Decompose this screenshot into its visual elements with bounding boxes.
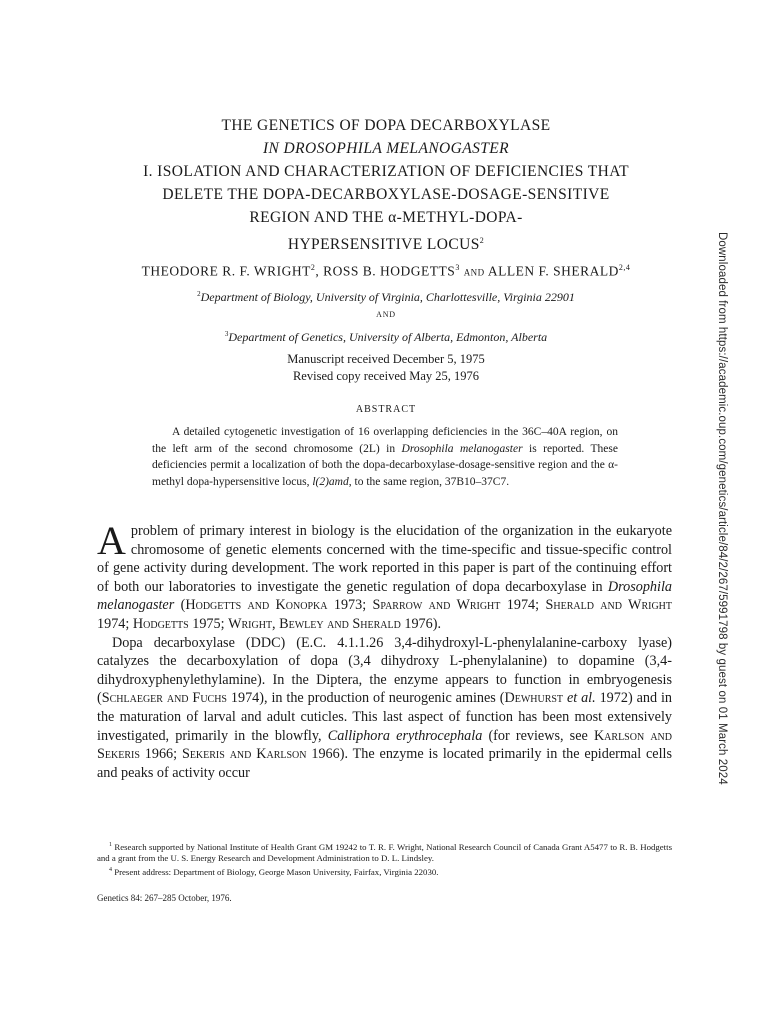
author-mark: 3: [455, 263, 460, 272]
footnote-4: [97, 865, 672, 878]
manuscript-revised: Revised copy received May 25, 1976: [292, 369, 480, 383]
abstract-heading: ABSTRACT: [355, 404, 417, 415]
author-list: THEODORE R. F. WRIGHT$^2$, ROSS B. HODGETTS$^3$ AND ALLEN F. SHERALD$^{2,4}$: [141, 263, 631, 279]
footnote-1: [97, 840, 672, 865]
citation: Wright, Bewley and Sherald: [228, 615, 401, 632]
title-footnote-mark: 2: [479, 236, 485, 245]
body-text-run: 1976).: [400, 615, 441, 632]
title-line-5: REGION AND THE α-METHYL-DOPA-: [249, 209, 523, 226]
affiliation-mark: 3: [224, 330, 229, 338]
journal-citation: Genetics 84: 267–285 October, 1976.: [97, 893, 232, 903]
citation: Hodgetts: [132, 615, 189, 632]
author-and: AND: [463, 267, 485, 278]
body-text: [97, 518, 673, 782]
affiliation-text: Department of Biology, University of Virginia, Charlottesville, Virginia 22901: [200, 290, 575, 304]
citation: Sparrow and Wright: [372, 597, 501, 614]
author-name: ROSS B. HODGETTS: [323, 263, 456, 279]
body-paragraph-2: [97, 634, 672, 783]
body-text-run: 1966). The enzyme is located primarily in the epidermal cells and peaks of activity occur: [97, 746, 672, 781]
footnote-mark: 4: [109, 866, 112, 873]
abstract-text: , to the same region, 37B10–37C7.: [348, 475, 510, 488]
article-title: [96, 114, 676, 256]
body-paragraph-1: [97, 518, 673, 634]
author-name: ALLEN F. SHERALD: [487, 263, 619, 279]
body-text-run: 1974), in the production of neurogenic amines (: [227, 690, 505, 707]
body-text-run: 1974;: [500, 597, 546, 614]
species-name: Calliphora erythrocephala: [327, 727, 483, 744]
title-line-3: I. ISOLATION AND CHARACTERIZATION OF DEFICIENCIES THAT: [143, 163, 629, 180]
abstract-locus: l(2)amd: [312, 475, 349, 488]
affiliation-2: [96, 330, 676, 345]
citation: Dewhurst: [504, 690, 564, 707]
affiliation-mark: 2: [197, 290, 201, 298]
footnote-text: Present address: Department of Biology, George Mason University, Fairfax, Virginia 22030.: [112, 866, 439, 877]
abstract-text: is reported. These deficiencies permit a localization of both the dopa-decarboxylase-dosage-sensitive region and the α-methyl dopa-hypersensitive locus,: [152, 442, 618, 488]
body-text-run: (: [174, 597, 186, 614]
body-text-run: 1973;: [327, 597, 373, 614]
body-text-run: (for reviews, see: [482, 727, 594, 744]
citation-etal: et al.: [563, 690, 596, 707]
abstract-species: Drosophila melanogaster: [401, 442, 523, 455]
author-name: THEODORE R. F. WRIGHT: [141, 263, 311, 279]
affiliation-and: AND: [376, 310, 396, 319]
title-line-4: DELETE THE DOPA-DECARBOXYLASE-DOSAGE-SENSITIVE: [162, 186, 610, 203]
abstract-text: A detailed cytogenetic investigation of 16 overlapping deficiencies in the 36C–40A region, on the left arm of the second chromosome (2L) in: [152, 426, 618, 455]
author-mark: 2,4: [618, 263, 631, 272]
title-line-2: IN DROSOPHILA MELANOGASTER: [262, 140, 510, 157]
manuscript-received: Manuscript received December 5, 1975: [287, 352, 485, 366]
body-text-run: Dopa decarboxylase (DDC) (E.C. 4.1.1.26 3,4-dihydroxyl-L-phenylalanine-carboxy lyase) catalyzes the decarboxylation of dopa (3,4 dihydroxy L-phenylalanine) to dopamine (3,4-dihydroxyphenylethylamine). In the Diptera, the enzyme appears to function in embryogenesis (: [97, 634, 672, 707]
footnotes: [97, 840, 672, 878]
body-text-run: 1975;: [188, 615, 229, 632]
title-line-6: HYPERSENSITIVE LOCUS$^2$: [287, 236, 485, 254]
body-text-run: 1972) and in the maturation of larval and adult cuticles. This last aspect of function has been most extensively investigated, primarily in the blowfly,: [97, 690, 673, 744]
download-notice: Downloaded from https://academic.oup.com/genetics/article/84/2/267/5991798 by guest on 01 March 2024: [716, 232, 728, 785]
citation: Karlson and Sekeris: [97, 727, 672, 763]
species-name: Drosophila melanogaster: [97, 578, 672, 614]
footnote-text: Research supported by National Institute of Health Grant GM 19242 to T. R. F. Wright, National Research Council of Canada Grant A5477 to R. B. Hodgetts and a grant from the U. S. Energy Research and Development Administration to D. L. Lindsley.: [97, 841, 672, 864]
body-text-run: problem of primary interest in biology is the elucidation of the organization in the eukaryote chromosome of genetic elements concerned with the time-specific and tissue-specific control of gene activity during development. The work reported in this paper is part of the continuing effort of both our laboratories to investigate the genetic regulation of dopa decarboxylase in: [97, 523, 672, 595]
author-mark: 2: [310, 263, 316, 272]
footnote-mark: 1: [109, 842, 112, 848]
title-line-1: THE GENETICS OF DOPA DECARBOXYLASE: [221, 117, 551, 134]
drop-cap: A: [97, 518, 126, 563]
body-text-run: 1966;: [139, 746, 182, 763]
citation: Sekeris and Karlson: [181, 746, 307, 763]
abstract-body: [152, 424, 618, 490]
affiliation-text: Department of Genetics, University of Alberta, Edmonton, Alberta: [228, 330, 548, 344]
citation: Schlaeger and Fuchs: [101, 690, 227, 707]
citation: Hodgetts and Konopka: [185, 597, 328, 614]
body-text-run: 1974;: [97, 615, 133, 632]
affiliation-1: [96, 290, 676, 305]
citation: Sherald and Wright: [545, 597, 673, 614]
